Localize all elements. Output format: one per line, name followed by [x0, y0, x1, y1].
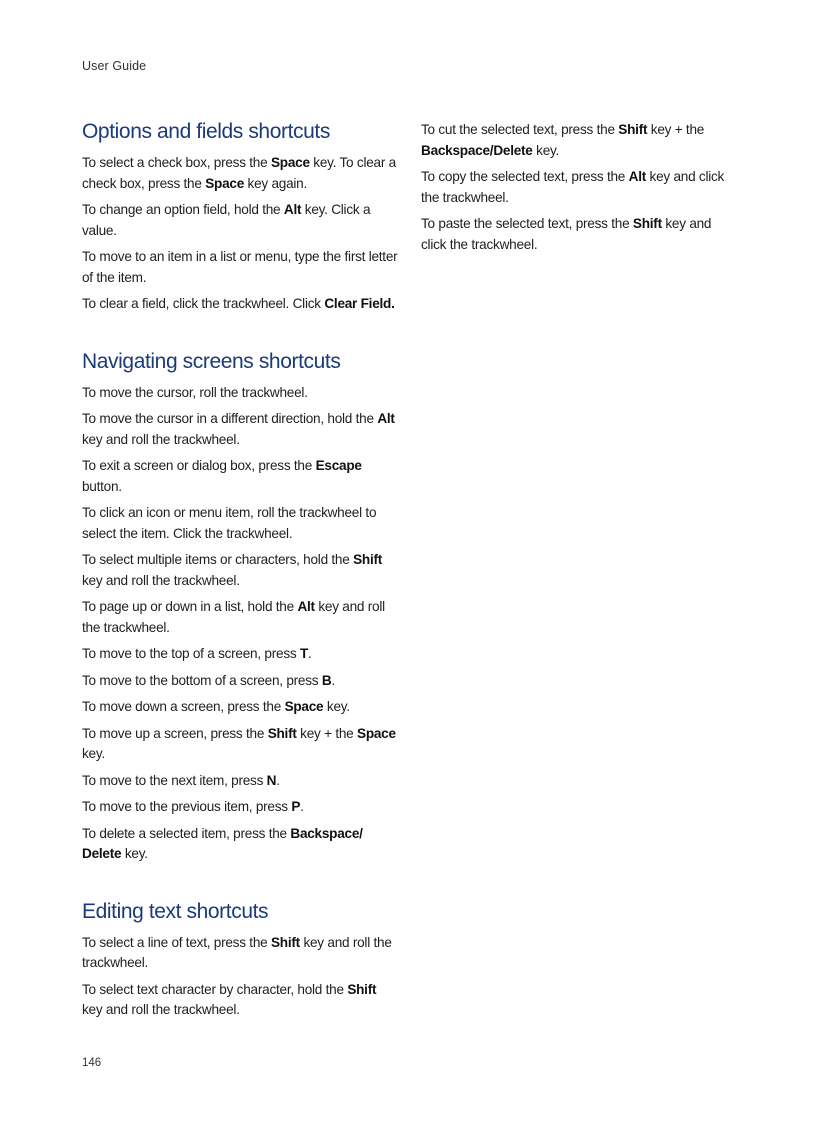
shortcut-paragraph	[82, 797, 400, 818]
text-run: .	[308, 646, 312, 661]
key-name: N	[266, 772, 277, 788]
text-run: To clear a field, click the trackwheel. Click	[82, 296, 325, 311]
shortcut-paragraph	[82, 200, 400, 241]
text-run: To select text character by character, hold the	[82, 981, 348, 997]
section-heading: Editing text shortcuts	[82, 899, 269, 923]
shortcut-paragraph	[82, 153, 400, 194]
text-run: To select multiple items or characters, hold the	[82, 552, 354, 567]
key-name: B	[321, 672, 332, 688]
text-run: .	[331, 672, 335, 688]
shortcut-paragraph	[82, 771, 400, 792]
shortcut-paragraph	[82, 697, 400, 718]
text-run: To select a check box, press the	[82, 155, 271, 170]
shortcut-paragraph	[82, 724, 400, 765]
text-run: To copy the selected text, press the	[421, 169, 629, 184]
key-name: Space	[270, 155, 310, 170]
text-run: .	[300, 799, 304, 814]
right-column	[421, 120, 739, 288]
text-run: key + the	[296, 725, 357, 741]
text-run: key and roll the trackwheel.	[82, 934, 392, 970]
text-run: To move to an item in a list or menu, type the first letter of the item.	[82, 249, 398, 285]
text-run: key and roll the trackwheel.	[82, 431, 240, 447]
section	[82, 118, 400, 315]
shortcut-paragraph	[82, 294, 400, 315]
shortcut-paragraph	[82, 409, 400, 450]
shortcut-paragraph	[82, 247, 400, 288]
text-run: To select a line of text, press the	[82, 934, 271, 950]
key-name: Alt	[377, 411, 395, 426]
text-run: To paste the selected text, press the	[421, 216, 633, 231]
shortcut-paragraph	[82, 933, 400, 974]
shortcut-paragraph	[82, 671, 400, 692]
text-run: To move to the top of a screen, press	[82, 646, 300, 661]
text-run: key and click the trackwheel.	[421, 216, 712, 252]
shortcut-paragraph	[82, 383, 400, 404]
shortcut-paragraph	[421, 214, 739, 255]
key-name: Shift	[353, 552, 383, 567]
text-run: To move to the next item, press	[82, 772, 267, 788]
key-name: Shift	[347, 981, 377, 997]
shortcut-paragraph	[82, 824, 400, 865]
shortcut-paragraph	[82, 456, 400, 497]
text-run: To cut the selected text, press the	[421, 122, 619, 137]
text-run: key again.	[244, 175, 308, 191]
text-run: key.	[323, 699, 350, 714]
text-run: key. To clear a check box, press the	[82, 155, 396, 191]
key-name: Space	[357, 725, 396, 741]
left-column	[82, 118, 400, 1054]
key-name: P	[291, 799, 301, 814]
section	[82, 898, 400, 1021]
key-name: Shift	[618, 122, 648, 137]
running-header: User Guide	[82, 59, 147, 73]
text-run: To delete a selected item, press the	[82, 825, 291, 841]
section-heading: Options and fields shortcuts	[82, 120, 330, 143]
page-number: 146	[82, 1057, 102, 1069]
text-run: key.	[82, 746, 105, 761]
key-name: Alt	[628, 169, 646, 184]
section-heading: Navigating screens shortcuts	[82, 349, 341, 373]
text-run: key and roll the trackwheel.	[82, 1002, 240, 1017]
key-name: Clear Field.	[324, 296, 395, 311]
key-name: Space	[205, 175, 245, 191]
key-name: Shift	[632, 216, 662, 231]
text-run: .	[276, 772, 280, 788]
text-run: key.	[121, 846, 148, 861]
text-run: key and roll the trackwheel.	[82, 572, 240, 588]
text-run: To move the cursor, roll the trackwheel.	[82, 384, 308, 400]
text-run: To click an icon or menu item, roll the trackwheel to select the item. Click the trackwheel.	[82, 505, 377, 541]
section	[82, 348, 400, 865]
shortcut-paragraph	[421, 167, 739, 208]
key-name: Shift	[270, 934, 300, 950]
text-run: key and roll the trackwheel.	[82, 599, 385, 635]
key-name: Backspace/Delete	[421, 142, 533, 158]
text-run: To move to the bottom of a screen, press	[82, 672, 322, 688]
shortcut-paragraph	[421, 120, 739, 161]
text-run: button.	[82, 478, 122, 494]
shortcut-paragraph	[82, 597, 400, 638]
shortcut-paragraph	[82, 644, 400, 665]
shortcut-paragraph	[82, 980, 400, 1021]
text-run: key + the	[647, 122, 705, 137]
text-run: key.	[532, 142, 560, 158]
text-run: To page up or down in a list, hold the	[82, 599, 298, 614]
text-run: key and click the trackwheel.	[421, 169, 725, 205]
key-name: Space	[284, 699, 324, 714]
key-name: Shift	[267, 725, 297, 741]
text-run: key. Click a value.	[82, 202, 371, 238]
key-name: Alt	[283, 202, 302, 217]
key-name: Alt	[297, 599, 315, 614]
key-name: Escape	[315, 458, 362, 473]
key-name: T	[299, 646, 308, 661]
text-run: To move up a screen, press the	[82, 725, 268, 741]
shortcut-paragraph	[82, 550, 400, 591]
key-name: Backspace/ Delete	[82, 825, 363, 861]
text-run: To change an option field, hold the	[82, 202, 284, 217]
text-run: To move to the previous item, press	[82, 799, 292, 814]
shortcut-paragraph	[82, 503, 400, 544]
section	[421, 120, 739, 255]
text-run: To move down a screen, press the	[82, 699, 285, 714]
text-run: To move the cursor in a different direction, hold the	[82, 411, 378, 426]
text-run: To exit a screen or dialog box, press the	[82, 458, 316, 473]
